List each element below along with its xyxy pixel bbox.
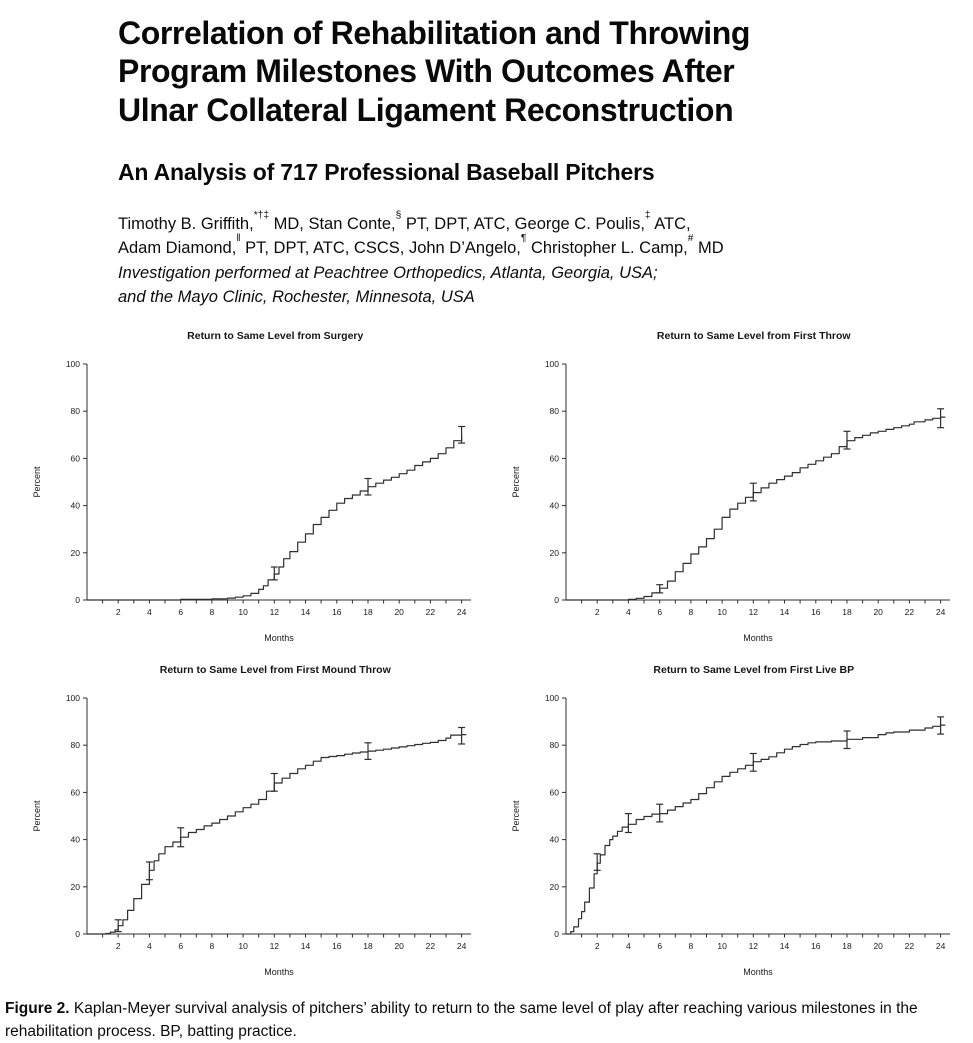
svg-text:60: 60	[549, 453, 559, 464]
svg-text:16: 16	[332, 607, 342, 618]
figure-caption-label: Figure 2.	[5, 1000, 70, 1018]
km-chart-first-throw	[495, 326, 970, 646]
svg-text:20: 20	[70, 882, 81, 893]
svg-text:6: 6	[657, 941, 662, 952]
author-text: PT, DPT, ATC, George C. Poulis,	[401, 214, 645, 233]
chart-canvas-svg	[27, 354, 479, 646]
chart-title: Return to Same Level from First Throw	[656, 330, 851, 343]
svg-text:8: 8	[688, 607, 694, 618]
author-text: Christopher L. Camp,	[526, 238, 688, 257]
svg-text:12: 12	[269, 941, 280, 952]
svg-text:0: 0	[75, 595, 81, 606]
svg-text:80: 80	[70, 406, 81, 417]
svg-text:Months: Months	[264, 633, 295, 644]
svg-text:Percent: Percent	[32, 800, 43, 832]
svg-text:22: 22	[425, 607, 436, 618]
svg-text:20: 20	[873, 941, 883, 952]
svg-text:14: 14	[301, 607, 311, 618]
svg-text:0: 0	[554, 929, 559, 940]
svg-text:8: 8	[209, 607, 215, 618]
chart-canvas-svg	[506, 354, 958, 646]
author-text: MD	[693, 238, 724, 257]
chart-canvas	[506, 688, 958, 980]
svg-text:80: 80	[549, 740, 559, 751]
svg-text:100: 100	[544, 359, 559, 370]
svg-text:8: 8	[688, 941, 694, 952]
svg-text:80: 80	[549, 406, 559, 417]
svg-text:24: 24	[457, 941, 467, 952]
svg-text:40: 40	[549, 834, 559, 845]
author-superscript: §	[395, 209, 402, 221]
svg-text:8: 8	[209, 941, 215, 952]
svg-text:60: 60	[549, 787, 559, 798]
affiliation	[118, 262, 933, 310]
svg-text:20: 20	[549, 882, 559, 893]
svg-text:4: 4	[625, 607, 631, 618]
author-text: MD, Stan Conte,	[269, 214, 396, 233]
km-chart-first-live-bp	[495, 660, 970, 980]
figure-caption	[0, 990, 973, 1043]
svg-text:10: 10	[717, 941, 727, 952]
svg-text:10: 10	[238, 941, 249, 952]
svg-text:2: 2	[594, 607, 600, 618]
svg-text:Months: Months	[264, 967, 295, 978]
km-chart-first-mound-throw	[16, 660, 491, 980]
svg-text:22: 22	[904, 607, 914, 618]
figure-2-chart-grid	[0, 310, 973, 980]
svg-text:22: 22	[425, 941, 436, 952]
svg-text:100: 100	[544, 693, 559, 704]
chart-canvas-svg	[27, 688, 479, 980]
author-superscript: ‡	[644, 209, 651, 221]
svg-text:18: 18	[842, 607, 852, 618]
svg-text:Months: Months	[742, 633, 773, 644]
author-superscript: #	[687, 233, 694, 245]
chart-canvas	[506, 354, 958, 646]
svg-text:2: 2	[594, 941, 600, 952]
svg-text:0: 0	[75, 929, 81, 940]
svg-text:20: 20	[70, 548, 81, 559]
author-superscript: *†‡	[253, 209, 270, 221]
svg-text:24: 24	[935, 607, 946, 618]
article-header	[0, 0, 973, 310]
affiliation-line-2: and the Mayo Clinic, Rochester, Minnesota, USA	[118, 288, 475, 307]
svg-text:2: 2	[116, 941, 121, 952]
svg-text:24: 24	[457, 607, 467, 618]
svg-text:14: 14	[779, 941, 789, 952]
svg-text:20: 20	[549, 548, 559, 559]
chart-title: Return to Same Level from First Mound Throw	[159, 664, 391, 677]
svg-text:40: 40	[549, 500, 559, 511]
svg-text:80: 80	[70, 740, 81, 751]
affiliation-line-1: Investigation performed at Peachtree Orthopedics, Atlanta, Georgia, USA;	[118, 264, 658, 283]
svg-text:60: 60	[70, 453, 81, 464]
svg-text:20: 20	[394, 941, 405, 952]
svg-text:Percent: Percent	[510, 466, 521, 498]
svg-text:12: 12	[748, 941, 758, 952]
chart-title: Return to Same Level from Surgery	[187, 330, 364, 343]
figure-caption-text: Kaplan-Meyer survival analysis of pitchers’ ability to return to the same level of play after reaching various milestones in the rehabilitation process. BP, batting practice.	[5, 1000, 918, 1040]
svg-text:Months: Months	[742, 967, 773, 978]
svg-text:4: 4	[147, 607, 153, 618]
km-chart-surgery	[16, 326, 491, 646]
svg-text:18: 18	[842, 941, 852, 952]
article-title-line-1: Correlation of Rehabilitation and Throwing	[118, 15, 751, 51]
svg-text:10: 10	[717, 607, 727, 618]
svg-text:20: 20	[394, 607, 405, 618]
svg-text:60: 60	[70, 787, 81, 798]
svg-text:Percent: Percent	[510, 800, 521, 832]
author-text: PT, DPT, ATC, CSCS, John D’Angelo,	[240, 238, 521, 257]
svg-text:0: 0	[554, 595, 559, 606]
svg-text:18: 18	[363, 607, 373, 618]
svg-text:4: 4	[147, 941, 153, 952]
author-superscript: ‖	[236, 233, 241, 245]
svg-text:14: 14	[779, 607, 789, 618]
svg-text:12: 12	[269, 607, 280, 618]
svg-text:16: 16	[810, 941, 821, 952]
svg-text:6: 6	[178, 941, 184, 952]
author-list	[118, 209, 933, 261]
chart-canvas	[27, 688, 479, 980]
svg-text:Percent: Percent	[32, 466, 43, 498]
article-subtitle: An Analysis of 717 Professional Baseball Pitchers	[118, 159, 655, 186]
author-line-2	[118, 233, 933, 261]
svg-text:4: 4	[625, 941, 631, 952]
author-text: Timothy B. Griffith,	[118, 214, 254, 233]
chart-canvas	[27, 354, 479, 646]
svg-text:100: 100	[66, 359, 81, 370]
author-text: ATC,	[650, 214, 691, 233]
svg-text:20: 20	[873, 607, 883, 618]
svg-text:22: 22	[904, 941, 914, 952]
article-title	[118, 14, 933, 129]
svg-text:2: 2	[116, 607, 121, 618]
svg-text:24: 24	[935, 941, 946, 952]
svg-text:40: 40	[70, 834, 81, 845]
svg-text:18: 18	[363, 941, 373, 952]
svg-text:6: 6	[657, 607, 662, 618]
article-title-line-3: Ulnar Collateral Ligament Reconstruction	[118, 91, 734, 128]
svg-text:6: 6	[178, 607, 184, 618]
svg-text:12: 12	[748, 607, 758, 618]
article-title-line-2: Program Milestones With Outcomes After	[118, 53, 735, 90]
author-superscript: ¶	[520, 233, 527, 245]
svg-text:16: 16	[332, 941, 342, 952]
svg-text:14: 14	[301, 941, 311, 952]
chart-canvas-svg	[506, 688, 958, 980]
author-text: Adam Diamond,	[118, 238, 237, 257]
svg-text:16: 16	[810, 607, 821, 618]
svg-text:40: 40	[70, 500, 81, 511]
svg-text:10: 10	[238, 607, 249, 618]
chart-title: Return to Same Level from First Live BP	[653, 664, 855, 677]
svg-text:100: 100	[66, 693, 81, 704]
